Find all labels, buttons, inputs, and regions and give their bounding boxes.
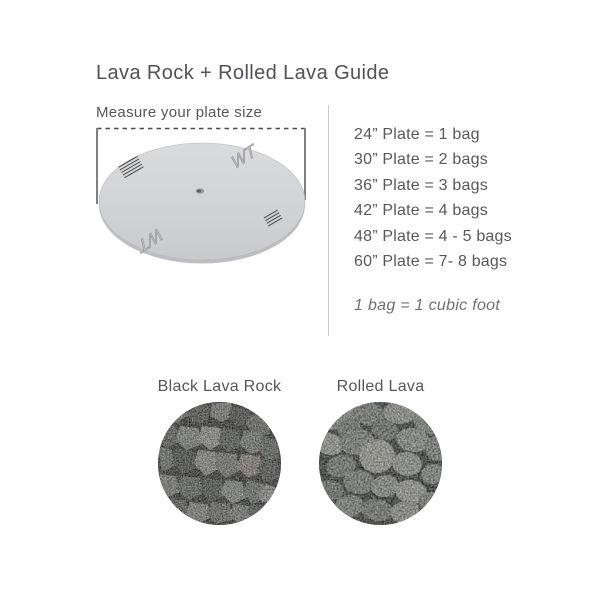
measure-plate-heading: Measure your plate size: [96, 104, 263, 121]
bag-guide-list: [354, 122, 512, 274]
guide-row: 42” Plate = 4 bags: [354, 202, 488, 220]
rolled-lava-photo: [319, 402, 442, 525]
wt-engraving-bottom: WT: [135, 224, 166, 258]
guide-row: 60” Plate = 7- 8 bags: [354, 253, 508, 271]
guide-row: 36” Plate = 3 bags: [354, 176, 488, 194]
bag-volume-note: 1 bag = 1 cubic foot: [354, 297, 501, 314]
wt-engraving-top: WT: [228, 139, 259, 173]
black-lava-rock-photo: [158, 402, 281, 525]
plate-diagram: [95, 122, 317, 268]
guide-row: 24” Plate = 1 bag: [354, 126, 480, 143]
page-title: Lava Rock + Rolled Lava Guide: [96, 62, 390, 84]
plate-center-hole-inner: [197, 190, 201, 193]
guide-row: 30” Plate = 2 bags: [354, 151, 488, 169]
column-divider: [328, 105, 329, 336]
rolled-lava-figure: [319, 378, 442, 525]
black-lava-rock-figure: [158, 378, 281, 525]
guide-row: 48” Plate = 4 - 5 bags: [354, 227, 512, 245]
rolled-lava-label: Rolled Lava: [336, 378, 425, 395]
rock-photos-row: [0, 378, 600, 525]
black-lava-rock-label: Black Lava Rock: [157, 378, 282, 395]
